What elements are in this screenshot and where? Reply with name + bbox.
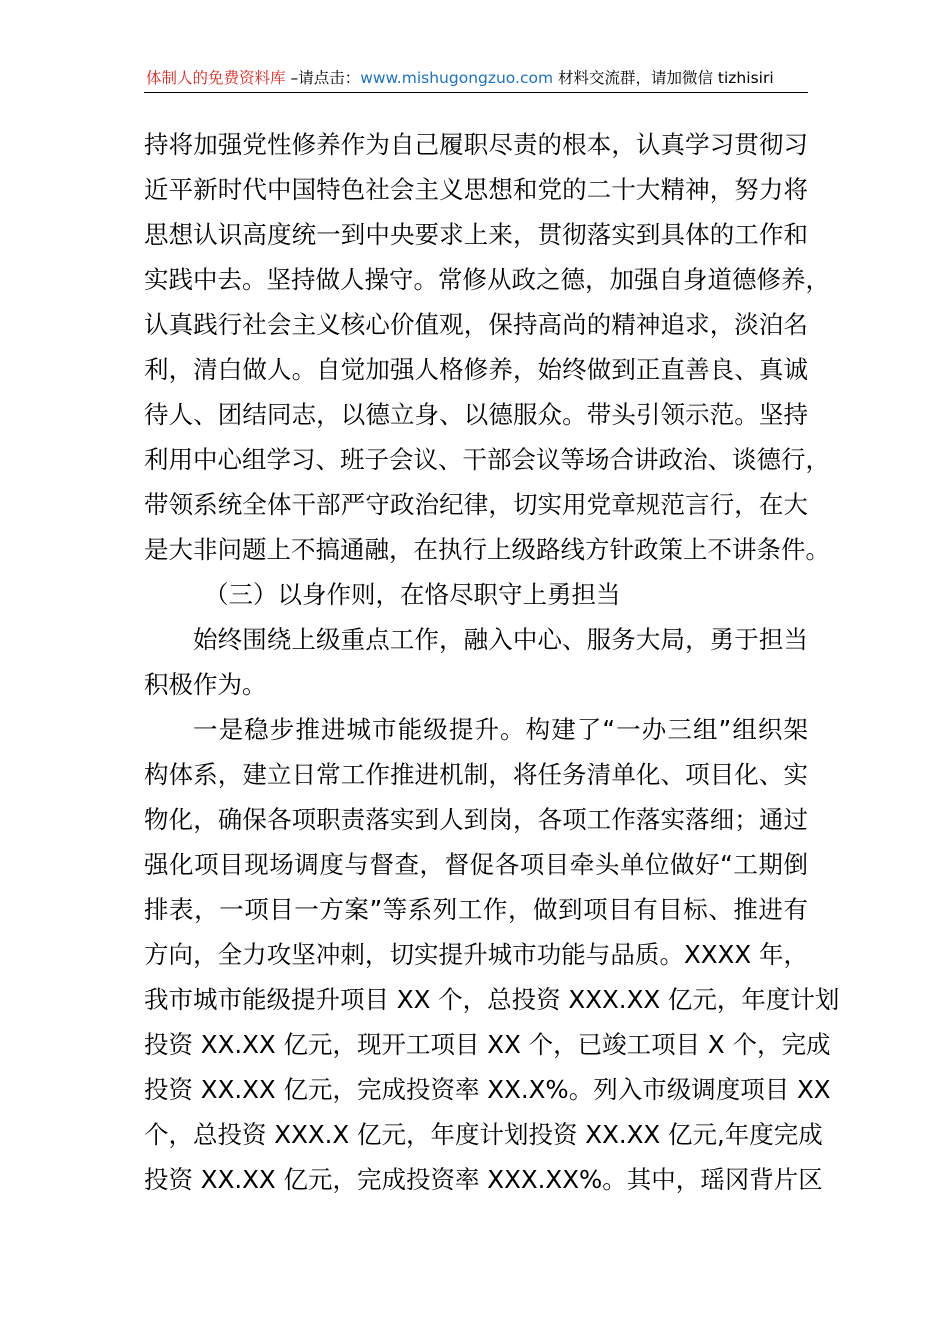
document-body [144, 122, 840, 1202]
body-line: 近平新时代中国特色社会主义思想和党的二十大精神，努力将 [144, 175, 808, 204]
body-line: 物化，确保各项职责落实到人到岗，各项工作落实落细；通过 [144, 805, 808, 834]
body-line: 构体系，建立日常工作推进机制，将任务清单化、项目化、实 [144, 760, 808, 789]
body-line: 思想认识高度统一到中央要求上来，贯彻落实到具体的工作和 [144, 220, 808, 249]
body-line: 持将加强党性修养作为自己履职尽责的根本，认真学习贯彻习 [144, 130, 808, 159]
body-line: 待人、团结同志，以德立身、以德服众。带头引领示范。坚持 [144, 400, 808, 429]
body-line: 一是稳步推进城市能级提升。构建了“一办三组”组织架 [193, 715, 808, 744]
body-line: 认真践行社会主义核心价值观，保持高尚的精神追求，淡泊名 [144, 310, 808, 339]
body-line: 带领系统全体干部严守政治纪律，切实用党章规范言行，在大 [144, 490, 808, 519]
site-name: 体制人的免费资料库 [146, 69, 286, 87]
body-line: 投资 XX.XX 亿元，现开工项目 XX 个，已竣工项目 X 个，完成 [144, 1030, 831, 1059]
body-line: 利用中心组学习、班子会议、干部会议等场合讲政治、谈德行， [144, 445, 830, 474]
body-line: 投资 XX.XX 亿元，完成投资率 XXX.XX%。其中，瑶冈背片区 [144, 1165, 823, 1194]
body-line: 是大非问题上不搞通融，在执行上级路线方针政策上不讲条件。 [144, 535, 830, 564]
header-divider [144, 92, 808, 93]
link-prompt: –请点击： [285, 69, 361, 87]
body-line: 实践中去。坚持做人操守。常修从政之德，加强自身道德修养， [144, 265, 830, 294]
site-url-link[interactable]: www.mishugongzuo.com [360, 69, 554, 87]
body-line: 个，总投资 XXX.X 亿元，年度计划投资 XX.XX 亿元,年度完成 [144, 1120, 823, 1149]
body-line: 利，清白做人。自觉加强人格修养，始终做到正直善良、真诚 [144, 355, 808, 384]
section-heading: （三）以身作则，在恪尽职守上勇担当 [204, 580, 621, 609]
body-line: 始终围绕上级重点工作，融入中心、服务大局，勇于担当 [193, 625, 808, 654]
body-line: 投资 XX.XX 亿元，完成投资率 XX.X%。列入市级调度项目 XX [144, 1075, 831, 1104]
body-line: 我市城市能级提升项目 XX 个，总投资 XXX.XX 亿元，年度计划 [144, 985, 840, 1014]
body-line: 强化项目现场调度与督查，督促各项目牵头单位做好“工期倒 [144, 850, 808, 879]
wechat-note: 材料交流群，请加微信 tizhisiri [553, 69, 774, 87]
body-line: 方向，全力攻坚冲刺，切实提升城市功能与品质。XXXX 年， [144, 940, 808, 969]
body-line: 排表，一项目一方案”等系列工作，做到项目有目标、推进有 [144, 895, 808, 924]
body-line: 积极作为。 [144, 670, 267, 699]
page-header [146, 68, 808, 88]
